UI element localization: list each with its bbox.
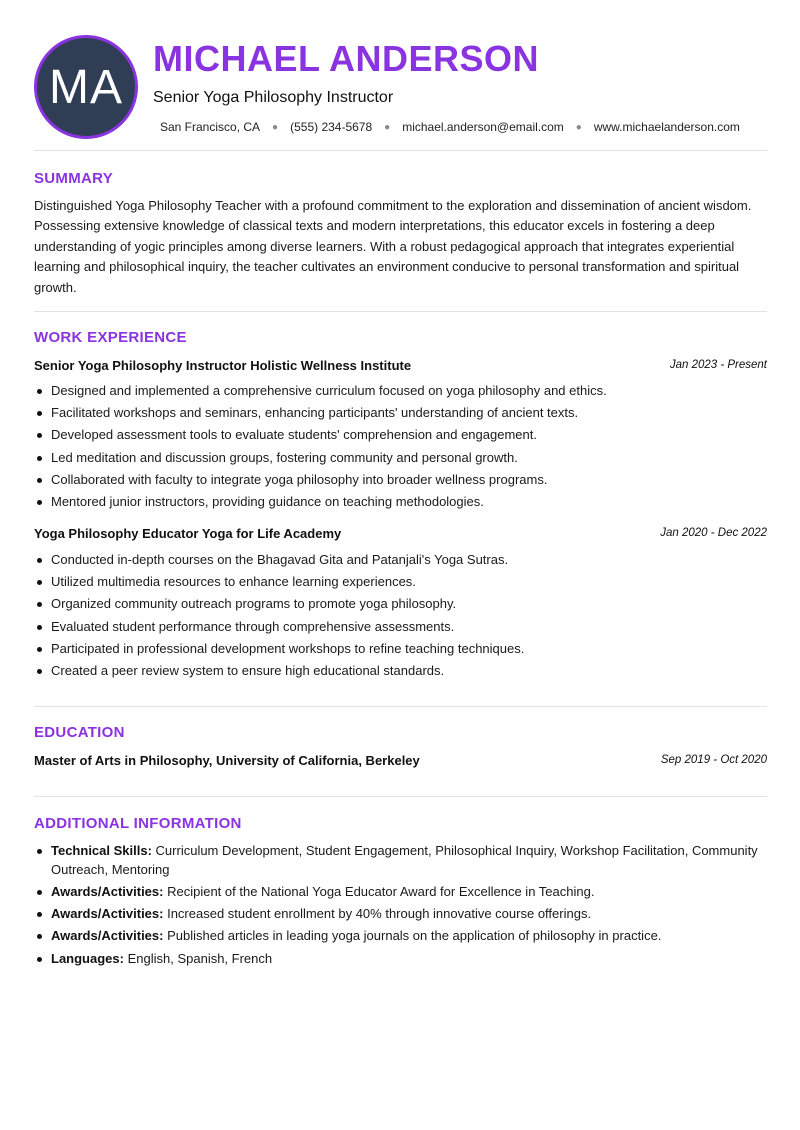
candidate-name: MICHAEL ANDERSON (153, 38, 540, 79)
contact-email[interactable]: michael.anderson@email.com (402, 120, 564, 134)
contact-bar (160, 120, 740, 134)
avatar (34, 35, 138, 139)
list-item (51, 927, 767, 946)
list-item: Mentored junior instructors, providing guidance on teaching methodologies. (51, 493, 767, 515)
list-item: Developed assessment tools to evaluate students' comprehension and engagement. (51, 426, 767, 448)
item-label: Awards/Activities: (51, 883, 164, 899)
job-title: Senior Yoga Philosophy Instructor Holistic Wellness Institute (34, 358, 412, 373)
job-dates: Jan 2023 - Present (669, 359, 767, 371)
list-item: Conducted in-depth courses on the Bhagavad Gita and Patanjali's Yoga Sutras. (51, 551, 767, 573)
education-heading: EDUCATION (34, 724, 125, 741)
avatar-initials: MA (49, 60, 123, 114)
divider (34, 796, 767, 797)
list-item: Created a peer review system to ensure high educational standards. (51, 662, 767, 684)
additional-heading: ADDITIONAL INFORMATION (34, 815, 242, 832)
item-text: Recipient of the National Yoga Educator Award for Excellence in Teaching. (167, 883, 595, 899)
item-label: Awards/Activities: (51, 906, 164, 922)
list-item: Evaluated student performance through comprehensive assessments. (51, 618, 767, 640)
resume-header (0, 0, 800, 150)
list-item: Designed and implemented a comprehensive curriculum focused on yoga philosophy and ethics. (51, 382, 767, 404)
item-text: Published articles in leading yoga journals on the application of philosophy in practice. (167, 928, 662, 944)
contact-website[interactable]: www.michaelanderson.com (593, 120, 740, 134)
item-label: Languages: (51, 950, 124, 966)
item-text: Increased student enrollment by 40% through innovative course offerings. (167, 906, 592, 922)
list-item (51, 905, 767, 924)
list-item: Led meditation and discussion groups, fostering community and personal growth. (51, 449, 767, 471)
divider (34, 150, 767, 151)
list-item: Collaborated with faculty to integrate yoga philosophy into broader wellness programs. (51, 471, 767, 493)
additional-list (51, 842, 767, 972)
item-label: Technical Skills: (51, 843, 152, 858)
summary-text: Distinguished Yoga Philosophy Teacher with a profound commitment to the exploration and dissemination of ancient wisdom. Possessing extensive knowledge of classical texts and modern interpretations, this educator excels in fostering a deep understanding of yogic principles among diverse learners. With a robust pedagogical approach that integrates experiential learning and philosophical inquiry, the teacher cultivates an environment conducive to personal transformation and spiritual growth. (34, 198, 752, 295)
divider (34, 311, 767, 312)
separator-dot: ● (272, 121, 279, 133)
list-item (51, 842, 767, 879)
list-item (51, 883, 767, 902)
job-dates: Jan 2020 - Dec 2022 (660, 527, 767, 539)
list-item: Facilitated workshops and seminars, enhancing participants' understanding of ancient texts. (51, 404, 767, 426)
contact-phone: (555) 234-5678 (290, 120, 373, 134)
separator-dot: ● (384, 121, 391, 133)
summary-heading: SUMMARY (34, 170, 114, 187)
contact-location: San Francisco, CA (160, 120, 261, 134)
item-text: English, Spanish, French (127, 950, 273, 966)
list-item: Participated in professional development workshops to refine teaching techniques. (51, 640, 767, 662)
list-item (51, 950, 767, 969)
job-header (34, 358, 767, 376)
list-item: Utilized multimedia resources to enhance learning experiences. (51, 573, 767, 595)
separator-dot: ● (575, 121, 582, 133)
list-item: Organized community outreach programs to promote yoga philosophy. (51, 595, 767, 617)
item-text: Curriculum Development, Student Engagement, Philosophical Inquiry, Workshop Facilitation, Community Outreach, Mentoring (51, 843, 758, 877)
job-title: Yoga Philosophy Educator Yoga for Life Academy (34, 526, 342, 541)
education-entry (34, 753, 767, 771)
job-bullets (51, 382, 767, 515)
experience-heading: WORK EXPERIENCE (34, 329, 187, 346)
item-label: Awards/Activities: (51, 928, 164, 944)
education-degree: Master of Arts in Philosophy, University of California, Berkeley (34, 753, 420, 768)
education-dates: Sep 2019 - Oct 2020 (660, 754, 767, 766)
job-header (34, 526, 767, 544)
job-bullets (51, 551, 767, 684)
divider (34, 706, 767, 707)
candidate-title: Senior Yoga Philosophy Instructor (153, 89, 394, 106)
